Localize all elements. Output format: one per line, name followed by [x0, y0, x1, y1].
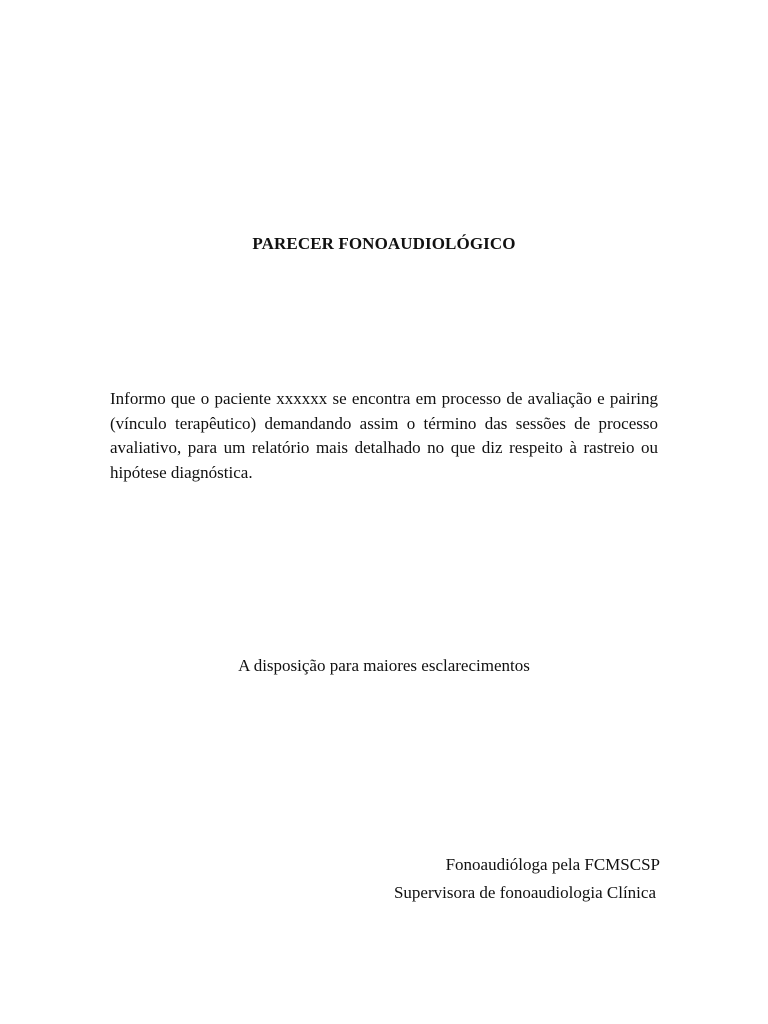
closing-statement: A disposição para maiores esclarecimentos	[238, 656, 530, 675]
signature-role: Supervisora de fonoaudiologia Clínica	[393, 883, 656, 902]
signature-credential: Fonoaudióloga pela FCMSCSP	[445, 855, 660, 874]
document-title: PARECER FONOAUDIOLÓGICO	[252, 234, 516, 253]
document-body-paragraph: Informo que o paciente xxxxxx se encontra em processo de avaliação e pairing (vínculo terapêutico) demandando assim o término das sessões de processo avaliativo, para um relatório mais detalhado no que diz respeito à rastreio ou hipótese diagnóstica.	[110, 389, 658, 482]
signature-block	[394, 851, 660, 907]
